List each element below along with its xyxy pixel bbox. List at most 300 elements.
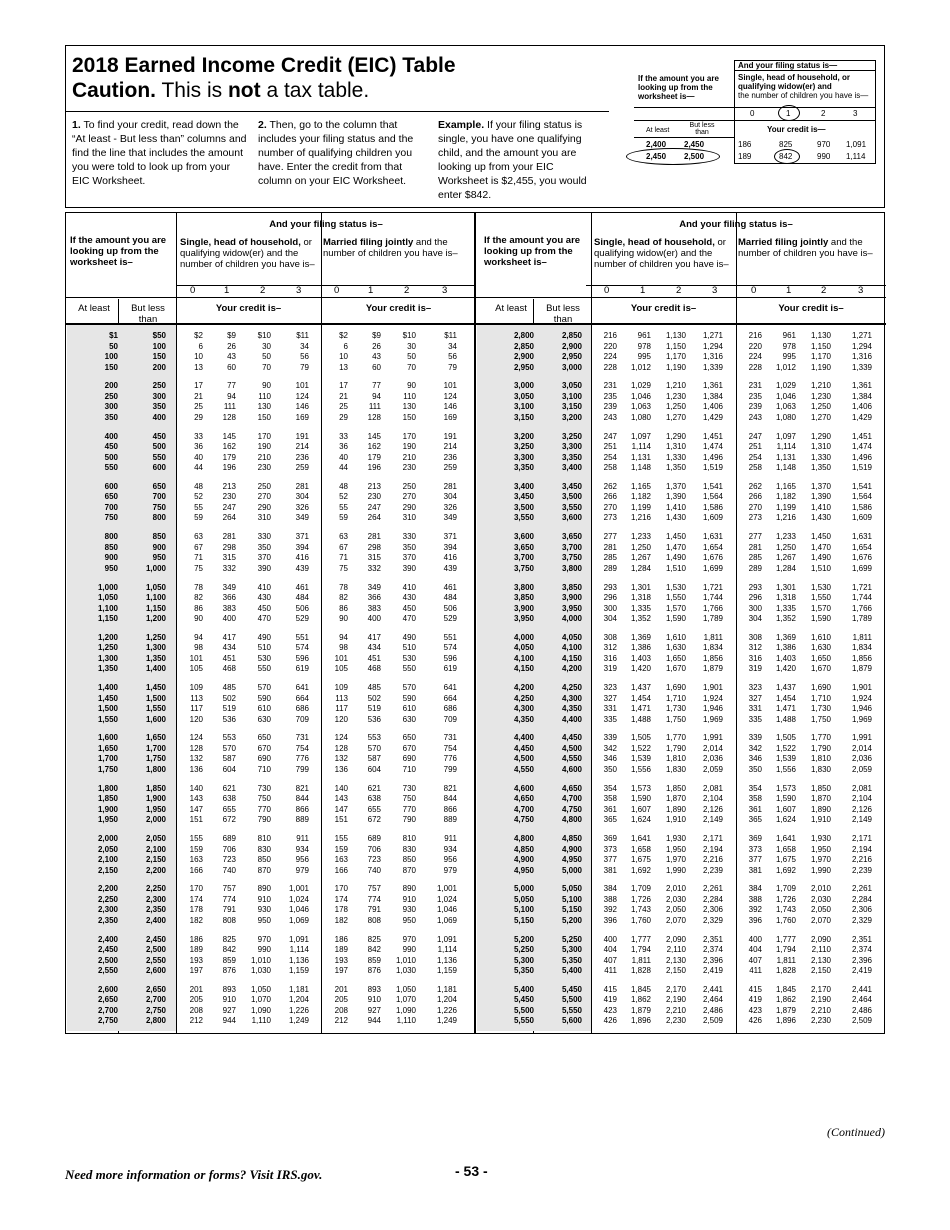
at-least-values: 3,200 3,250 3,300 3,350 — [513, 431, 534, 473]
single-credit-values: 490 510 530 550 — [257, 632, 271, 674]
mfj-credit-values: 1,610 1,630 1,650 1,670 — [810, 632, 831, 674]
mfj-credit-values: 1,290 1,310 1,330 1,350 — [810, 431, 831, 473]
mfj-credit-values: 155 159 163 166 — [334, 834, 348, 875]
single-credit-values: $11 34 56 79 — [296, 331, 309, 372]
children-count-heading: 1 — [640, 285, 646, 296]
at-least-values: 4,400 4,450 4,500 4,550 — [513, 733, 534, 774]
mfj-credit-values: 1,130 1,150 1,170 1,190 — [810, 331, 831, 372]
single-credit-values: 1,901 1,924 1,946 1,969 — [702, 683, 723, 724]
mfj-credit-values: 293 296 300 304 — [748, 582, 762, 623]
mfj-credit-values: 1,721 1,744 1,766 1,789 — [851, 582, 872, 623]
mfj-credit-values: 262 266 270 273 — [748, 481, 762, 523]
children-count-heading: 1 — [368, 285, 374, 296]
mfj-credit-values: 2,441 2,464 2,486 2,509 — [851, 984, 872, 1026]
single-credit-values: 1,001 1,024 1,046 1,069 — [288, 884, 309, 925]
single-credit-values: 730 750 770 790 — [257, 783, 271, 825]
mfj-credit-values: 553 570 587 604 — [367, 733, 381, 774]
mfj-credit-values: 1,811 1,834 1,856 1,879 — [851, 632, 872, 674]
single-credit-values: 1,690 1,710 1,730 1,750 — [665, 683, 686, 724]
mfj-credit-values: 78 82 86 90 — [339, 582, 348, 623]
single-credit-values: 124 128 132 136 — [189, 733, 203, 774]
mfj-credit-values: 730 750 770 790 — [402, 783, 416, 825]
single-credit-values: 323 327 331 335 — [603, 683, 617, 724]
single-credit-values: 1,541 1,564 1,586 1,609 — [702, 481, 723, 523]
mfj-credit-values: 890 910 930 950 — [402, 884, 416, 925]
single-credit-values: $2 6 10 13 — [194, 331, 203, 372]
mfj-credit-values: 140 143 147 151 — [334, 783, 348, 825]
but-less-values: 4,450 4,500 4,550 4,600 — [561, 733, 582, 774]
header-box — [65, 45, 885, 208]
at-least-values: 600 650 700 750 — [104, 481, 118, 523]
but-less-values: 3,250 3,300 3,350 3,400 — [561, 431, 582, 473]
mfj-credit-values: 961 978 995 1,012 — [775, 331, 796, 372]
single-credit-values: 410 430 450 470 — [257, 582, 271, 623]
single-credit-values: 213 230 247 264 — [222, 481, 236, 523]
mfj-credit-values: 170 174 178 182 — [334, 884, 348, 925]
at-least-values: 1,800 1,850 1,900 1,950 — [97, 783, 118, 825]
mfj-credit-values: 2,090 2,110 2,130 2,150 — [810, 934, 831, 976]
children-count-heading: 2 — [260, 285, 266, 296]
single-credit-values: 339 342 346 350 — [603, 733, 617, 774]
single-credit-values: 553 570 587 604 — [222, 733, 236, 774]
single-credit-values: 1,097 1,114 1,131 1,148 — [630, 431, 651, 473]
mfj-credit-values: 281 298 315 332 — [367, 532, 381, 573]
at-least-values: 2,000 2,050 2,100 2,150 — [97, 834, 118, 875]
single-credit-values: 63 67 71 75 — [194, 532, 203, 573]
mfj-credit-values: 231 235 239 243 — [748, 381, 762, 422]
single-credit-values: 1,029 1,046 1,063 1,080 — [630, 381, 651, 422]
mfj-credit-values: 101 124 146 169 — [443, 381, 457, 422]
mfj-credit-values: 308 312 316 319 — [748, 632, 762, 674]
irs-help-link: Need more information or forms? Visit IRS.gov. — [65, 1167, 323, 1182]
single-credit-values: 1,091 1,114 1,136 1,159 — [288, 934, 309, 976]
single-credit-values: 48 52 55 59 — [194, 481, 203, 523]
but-less-values: 250 300 350 400 — [152, 381, 166, 422]
single-credit-values: 281 298 315 332 — [222, 532, 236, 573]
instruction-step-2: 2. Then, go to the column that includes your filing status and the number of qualifying children you have. Enter the credit from that column on your EIC Worksheet. — [258, 119, 414, 187]
mfj-credit-values: 330 350 370 390 — [402, 532, 416, 573]
at-least-values: 1,000 1,050 1,100 1,150 — [97, 582, 118, 623]
mfj-credit-values: 1,573 1,590 1,607 1,624 — [775, 783, 796, 825]
single-credit-values: 1,641 1,658 1,675 1,692 — [630, 834, 651, 875]
single-credit-values: 371 394 416 439 — [295, 532, 309, 573]
single-credit-values: 2,170 2,190 2,210 2,230 — [665, 984, 686, 1026]
mfj-credit-values: 821 844 866 889 — [443, 783, 457, 825]
mfj-credit-values: 621 638 655 672 — [367, 783, 381, 825]
but-less-values: 4,250 4,300 4,350 4,400 — [561, 683, 582, 724]
single-credit-values: 145 162 179 196 — [222, 431, 236, 473]
single-credit-values: 970 990 1,010 1,030 — [250, 934, 271, 976]
single-header: Single, head of household, or qualifying widow(er) and the number of children you have is– — [594, 237, 729, 270]
mfj-credit-values: 2,081 2,104 2,126 2,149 — [851, 783, 872, 825]
single-credit-values: 170 174 178 182 — [189, 884, 203, 925]
mfj-credit-values: 1,631 1,654 1,676 1,699 — [851, 532, 872, 573]
mfj-credit-values: 1,271 1,294 1,316 1,339 — [851, 331, 872, 372]
single-credit-values: 1,845 1,862 1,879 1,896 — [630, 984, 651, 1026]
single-credit-values: 731 754 776 799 — [295, 733, 309, 774]
mfj-credit-values: 970 990 1,010 1,030 — [395, 934, 416, 976]
children-count-heading: 3 — [858, 285, 864, 296]
single-credit-values: 1,721 1,744 1,766 1,789 — [702, 582, 723, 623]
single-credit-values: 821 844 866 889 — [295, 783, 309, 825]
but-less-values: 850 900 950 1,000 — [145, 532, 166, 573]
at-least-values: $1 50 100 150 — [104, 331, 118, 372]
children-count-heading: 2 — [404, 285, 410, 296]
single-credit-values: 1,210 1,230 1,250 1,270 — [665, 381, 686, 422]
single-credit-values: 1,451 1,474 1,496 1,519 — [702, 431, 723, 473]
mfj-credit-values: 124 128 132 136 — [334, 733, 348, 774]
single-credit-values: 461 484 506 529 — [295, 582, 309, 623]
mfj-credit-values: 1,770 1,790 1,810 1,830 — [810, 733, 831, 774]
single-credit-values: 415 419 423 426 — [603, 984, 617, 1026]
single-credit-values: 17 21 25 29 — [194, 381, 203, 422]
single-credit-values: 1,991 2,014 2,036 2,059 — [702, 733, 723, 774]
mfj-credit-values: 1,091 1,114 1,136 1,159 — [436, 934, 457, 976]
eic-table-left: If the amount you are looking up from the worksheet is– And your filing status is– Single, head of household, or qualifying widow(er) and the number of children you have is– Married filing jointly and the number of children you have is– At least But less than Your credit is– Your credit is– 0 1 2 3 0 1 2 3 $1 50 100 150 $50 100 150 200 $2 6 10 13 $9 26 43 60 $10 30 50 70 $11 34 56 79 $2 6 10 13 $9 26 43 60 $10 30 50 70 $11 34 56 79 200 250 300 350 250 300 350 400 17 21 25 29 77 94 111 128 90 110 130 150 101 124 146 169 17 21 25 29 77 94 111 128 90 110 130 150 101 124 146 169 400 450 500 550 450 500 550 600 33 36 40 44 145 162 179 196 170 190 210 230 191 214 236 259 33 36 40 44 145 162 179 196 170 190 210 230 191 214 236 259 600 650 700 750 650 700 750 800 48 52 55 59 213 230 247 264 250 270 290 310 281 304 326 349 48 52 55 59 213 230 247 264 250 270 290 310 281 304 326 349 800 850 900 950 850 900 950 1,000 63 67 71 75 281 298 315 332 330 350 370 390 371 394 416 439 63 67 71 75 281 298 315 332 330 350 370 390 371 394 416 439 1,000 1,050 1,100 1,150 1,050 1,100 1,150 1,200 78 82 86 90 349 366 383 400 410 430 450 470 461 484 506 529 78 82 86 90 349 366 383 400 410 430 450 470 461 484 506 529 1,200 1,250 1,300 1,350 1,250 1,300 1,350 1,400 94 98 101 105 417 434 451 468 490 510 530 550 551 574 596 619 94 98 101 105 417 434 451 468 490 510 530 550 551 574 596 619 1,400 1,450 1,500 1,550 1,450 1,500 1,550 1,600 109 113 117 120 485 502 519 536 570 590 610 630 641 664 686 709 109 113 117 120 485 502 519 536 570 590 610 630 641 664 686 709 1,600 1,650 1,700 1,750 1,650 1,700 1,750 1,800 124 128 132 136 553 570 587 604 650 670 690 710 731 754 776 799 124 128 132 136 553 570 587 604 650 670 690 710 731 754 776 799 1,800 1,850 1,900 1,950 1,850 1,900 1,950 2,000 140 143 147 151 621 638 655 672 730 750 770 790 821 844 866 889 140 143 147 151 621 638 655 672 730 750 770 790 821 844 866 889 2,000 2,050 2,100 2,150 2,050 2,100 2,150 2,200 155 159 163 166 689 706 723 740 810 830 850 870 911 934 956 979 155 159 163 166 689 706 723 740 810 830 850 870 911 934 956 979 2,200 2,250 2,300 2,350 2,250 2,300 2,350 2,400 170 174 178 182 757 774 791 808 890 910 930 950 1,001 1,024 1,046 1,069 170 174 178 182 757 774 791 808 890 910 930 950 1,001 1,024 1,046 1,069 2,400 2,450 2,500 2,550 2,450 2,500 2,550 2,600 186 189 193 197 825 842 859 876 970 990 1,010 1,030 1,091 1,114 1,136 1,159 186 189 193 197 825 842 859 876 970 990 1,010 1,030 1,091 1,114 1,136 1,159 2,600 2,650 2,700 2,750 2,650 2,700 2,750 2,800 201 205 208 212 893 910 927 944 1,050 1,070 1,090 1,110 1,181 1,204 1,226 1,249 201 205 208 212 893 910 927 944 1,050 1,070 1,090 1,110 1,181 1,204 1,226 1,249 — [65, 212, 475, 1034]
mfj-credit-values: 689 706 723 740 — [367, 834, 381, 875]
mfj-credit-values: 250 270 290 310 — [402, 481, 416, 523]
but-less-values: 2,450 2,500 2,550 2,600 — [145, 934, 166, 976]
at-least-values: 400 450 500 550 — [104, 431, 118, 473]
mfj-credit-values: 417 434 451 468 — [367, 632, 381, 674]
children-count-heading: 3 — [442, 285, 448, 296]
mfj-credit-values: 551 574 596 619 — [443, 632, 457, 674]
single-credit-values: 369 373 377 381 — [603, 834, 617, 875]
at-least-values: 3,800 3,850 3,900 3,950 — [513, 582, 534, 623]
single-credit-values: 757 774 791 808 — [222, 884, 236, 925]
mfj-credit-values: 349 366 383 400 — [367, 582, 381, 623]
mfj-credit-values: 1,210 1,230 1,250 1,270 — [810, 381, 831, 422]
single-credit-values: 2,441 2,464 2,486 2,509 — [702, 984, 723, 1026]
single-credit-values: 1,777 1,794 1,811 1,828 — [630, 934, 651, 976]
mfj-credit-values: 277 281 285 289 — [748, 532, 762, 573]
single-credit-values: 140 143 147 151 — [189, 783, 203, 825]
at-least-values: 3,400 3,450 3,500 3,550 — [513, 481, 534, 523]
mfj-credit-values: 1,181 1,204 1,226 1,249 — [436, 984, 457, 1026]
mfj-credit-values: 415 419 423 426 — [748, 984, 762, 1026]
single-credit-values: 277 281 285 289 — [603, 532, 617, 573]
but-less-values: 3,650 3,700 3,750 3,800 — [561, 532, 582, 573]
children-count-heading: 3 — [296, 285, 302, 296]
single-credit-values: 1,437 1,454 1,471 1,488 — [630, 683, 651, 724]
single-credit-values: 1,301 1,318 1,335 1,352 — [630, 582, 651, 623]
mfj-credit-values: 63 67 71 75 — [339, 532, 348, 573]
mfj-credit-values: 1,361 1,384 1,406 1,429 — [851, 381, 872, 422]
mfj-credit-values: 201 205 208 212 — [334, 984, 348, 1026]
mfj-credit-values: 1,437 1,454 1,471 1,488 — [775, 683, 796, 724]
mfj-credit-values: 1,901 1,924 1,946 1,969 — [851, 683, 872, 724]
mfj-credit-values: 323 327 331 335 — [748, 683, 762, 724]
mfj-credit-values: 1,451 1,474 1,496 1,519 — [851, 431, 872, 473]
but-less-values: 650 700 750 800 — [152, 481, 166, 523]
mfj-credit-values: 145 162 179 196 — [367, 431, 381, 473]
mfj-credit-values: 371 394 416 439 — [443, 532, 457, 573]
at-least-values: 2,600 2,650 2,700 2,750 — [97, 984, 118, 1026]
header-rule — [66, 111, 609, 112]
mfj-credit-values: 2,351 2,374 2,396 2,419 — [851, 934, 872, 976]
mfj-credit-values: 1,050 1,070 1,090 1,110 — [395, 984, 416, 1026]
single-credit-values: 621 638 655 672 — [222, 783, 236, 825]
mfj-credit-values: 1,505 1,522 1,539 1,556 — [775, 733, 796, 774]
single-credit-values: 170 190 210 230 — [257, 431, 271, 473]
mfj-credit-values: 490 510 530 550 — [402, 632, 416, 674]
mfj-credit-values: 2,010 2,030 2,050 2,070 — [810, 884, 831, 925]
mfj-credit-values: 33 36 40 44 — [339, 431, 348, 473]
but-less-values: 4,850 4,900 4,950 5,000 — [561, 834, 582, 875]
but-less-values: 1,650 1,700 1,750 1,800 — [145, 733, 166, 774]
page-number: - 53 - — [455, 1163, 488, 1179]
mfj-credit-values: 281 304 326 349 — [443, 481, 457, 523]
at-least-values: 3,000 3,050 3,100 3,150 — [513, 381, 534, 422]
but-less-values: 2,650 2,700 2,750 2,800 — [145, 984, 166, 1026]
children-count-heading: 1 — [224, 285, 230, 296]
single-credit-values: 186 189 193 197 — [189, 934, 203, 976]
children-count-heading: 0 — [751, 285, 757, 296]
single-credit-values: 293 296 300 304 — [603, 582, 617, 623]
single-credit-values: 77 94 111 128 — [222, 381, 236, 422]
single-credit-values: 247 251 254 258 — [603, 431, 617, 473]
mfj-credit-values: 1,690 1,710 1,730 1,750 — [810, 683, 831, 724]
single-credit-values: 201 205 208 212 — [189, 984, 203, 1026]
but-less-values: $50 100 150 200 — [152, 331, 166, 372]
single-credit-values: 101 124 146 169 — [295, 381, 309, 422]
but-less-values: 1,450 1,500 1,550 1,600 — [145, 683, 166, 724]
single-credit-values: 262 266 270 273 — [603, 481, 617, 523]
mfj-credit-values: 400 404 407 411 — [748, 934, 762, 976]
single-credit-values: 1,530 1,550 1,570 1,590 — [665, 582, 686, 623]
single-credit-values: 2,010 2,030 2,050 2,070 — [665, 884, 686, 925]
instruction-step-1: 1. To find your credit, read down the “At least - But less than” columns and find the line that includes the amount you were told to look up from your EIC Worksheet. — [72, 119, 247, 187]
single-credit-values: 349 366 383 400 — [222, 582, 236, 623]
single-credit-values: 384 388 392 396 — [603, 884, 617, 925]
mfj-credit-values: 461 484 506 529 — [443, 582, 457, 623]
but-less-values: 5,450 5,500 5,550 5,600 — [561, 984, 582, 1026]
at-least-values: 4,200 4,250 4,300 4,350 — [513, 683, 534, 724]
children-count-heading: 0 — [604, 285, 610, 296]
single-credit-values: 216 220 224 228 — [603, 331, 617, 372]
single-credit-values: 2,090 2,110 2,130 2,150 — [665, 934, 686, 976]
at-least-values: 2,800 2,850 2,900 2,950 — [513, 331, 534, 372]
example-text: Example. If your filing status is single, you have one qualifying child, and the amount you are looking up from your EIC Worksheet is $2,455, you would enter $842. — [438, 119, 587, 201]
row-divider — [586, 285, 886, 286]
single-credit-values: 330 350 370 390 — [257, 532, 271, 573]
mfj-credit-values: 485 502 519 536 — [367, 683, 381, 724]
single-header: Single, head of household, or qualifying widow(er) and the number of children you have is– — [180, 237, 315, 270]
mfj-header: Married filing jointly and the number of children you have is– — [738, 237, 873, 259]
mfj-credit-values: 1,301 1,318 1,335 1,352 — [775, 582, 796, 623]
mfj-credit-values: 1,541 1,564 1,586 1,609 — [851, 481, 872, 523]
at-least-values: 4,800 4,850 4,900 4,950 — [513, 834, 534, 875]
single-credit-values: 1,369 1,386 1,403 1,420 — [630, 632, 651, 674]
mfj-credit-values: 731 754 776 799 — [443, 733, 457, 774]
single-credit-values: 2,081 2,104 2,126 2,149 — [702, 783, 723, 825]
row-divider — [476, 297, 886, 298]
mfj-credit-values: 369 373 377 381 — [748, 834, 762, 875]
single-credit-values: 1,505 1,522 1,539 1,556 — [630, 733, 651, 774]
single-credit-values: 33 36 40 44 — [194, 431, 203, 473]
mfj-credit-values: 1,641 1,658 1,675 1,692 — [775, 834, 796, 875]
at-least-values: 5,400 5,450 5,500 5,550 — [513, 984, 534, 1026]
but-less-values: 1,250 1,300 1,350 1,400 — [145, 632, 166, 674]
single-credit-values: 78 82 86 90 — [194, 582, 203, 623]
mfj-credit-values: 191 214 236 259 — [443, 431, 457, 473]
but-less-values: 3,850 3,900 3,950 4,000 — [561, 582, 582, 623]
at-least-values: 2,200 2,250 2,300 2,350 — [97, 884, 118, 925]
mfj-credit-values: 757 774 791 808 — [367, 884, 381, 925]
but-less-values: 5,250 5,300 5,350 5,400 — [561, 934, 582, 976]
single-credit-values: 825 842 859 876 — [222, 934, 236, 976]
children-count-heading: 2 — [821, 285, 827, 296]
mfj-credit-values: 1,001 1,024 1,046 1,069 — [436, 884, 457, 925]
mfj-credit-values: 109 113 117 120 — [334, 683, 348, 724]
but-less-values: 4,050 4,100 4,150 4,200 — [561, 632, 582, 674]
single-credit-values: 2,261 2,284 2,306 2,329 — [702, 884, 723, 925]
single-credit-values: 354 358 361 365 — [603, 783, 617, 825]
single-credit-values: 961 978 995 1,012 — [630, 331, 651, 372]
mfj-credit-values: 641 664 686 709 — [443, 683, 457, 724]
single-credit-values: $10 30 50 70 — [257, 331, 271, 372]
single-credit-values: 231 235 239 243 — [603, 381, 617, 422]
mfj-credit-values: 893 910 927 944 — [367, 984, 381, 1026]
example-table: If the amount you are looking up from the worksheet is— And your filing status is— Single, head of household, or qualifying widow(er) and the number of children you have is— 0 1 2 3 At least But less than Your credit is— 2,400 2,450 2,450 2,500 186 825 970 1,091 189 842 990 1,114 — [634, 60, 877, 164]
mfj-credit-values: 410 430 450 470 — [402, 582, 416, 623]
single-credit-values: 911 934 956 979 — [295, 834, 309, 875]
mfj-credit-values: 216 220 224 228 — [748, 331, 762, 372]
single-credit-values: 308 312 316 319 — [603, 632, 617, 674]
but-less-values: 3,050 3,100 3,150 3,200 — [561, 381, 582, 422]
children-count-heading: 1 — [786, 285, 792, 296]
mfj-credit-values: $11 34 56 79 — [444, 331, 457, 372]
single-credit-values: 250 270 290 310 — [257, 481, 271, 523]
example-single-label: Single, head of household, or qualifying widow(er) and — [738, 73, 851, 91]
mfj-credit-values: 170 190 210 230 — [402, 431, 416, 473]
but-less-values: 2,050 2,100 2,150 2,200 — [145, 834, 166, 875]
single-credit-values: 1,709 1,726 1,743 1,760 — [630, 884, 651, 925]
mfj-credit-values: 1,709 1,726 1,743 1,760 — [775, 884, 796, 925]
single-credit-values: 1,233 1,250 1,267 1,284 — [630, 532, 651, 573]
single-credit-values: 400 404 407 411 — [603, 934, 617, 976]
single-credit-values: 2,351 2,374 2,396 2,419 — [702, 934, 723, 976]
single-credit-values: 281 304 326 349 — [295, 481, 309, 523]
mfj-credit-values: 1,991 2,014 2,036 2,059 — [851, 733, 872, 774]
single-credit-values: 1,770 1,790 1,810 1,830 — [665, 733, 686, 774]
mfj-credit-values: 2,261 2,284 2,306 2,329 — [851, 884, 872, 925]
mfj-credit-values: 354 358 361 365 — [748, 783, 762, 825]
but-less-values: 3,450 3,500 3,550 3,600 — [561, 481, 582, 523]
mfj-credit-values: 90 110 130 150 — [402, 381, 416, 422]
mfj-credit-values: $10 30 50 70 — [402, 331, 416, 372]
mfj-credit-values: 1,930 1,950 1,970 1,990 — [810, 834, 831, 875]
single-credit-values: 1,370 1,390 1,410 1,430 — [665, 481, 686, 523]
mfj-credit-values: 825 842 859 876 — [367, 934, 381, 976]
mfj-credit-values: 1,777 1,794 1,811 1,828 — [775, 934, 796, 976]
mfj-credit-values: 339 342 346 350 — [748, 733, 762, 774]
single-credit-values: $9 26 43 60 — [227, 331, 236, 372]
single-credit-values: 1,610 1,630 1,650 1,670 — [665, 632, 686, 674]
mfj-credit-values: 570 590 610 630 — [402, 683, 416, 724]
mfj-credit-values: 1,097 1,114 1,131 1,148 — [775, 431, 796, 473]
at-least-values: 5,200 5,250 5,300 5,350 — [513, 934, 534, 976]
single-credit-values: 90 110 130 150 — [257, 381, 271, 422]
single-credit-values: 1,361 1,384 1,406 1,429 — [702, 381, 723, 422]
mfj-credit-values: 1,450 1,470 1,490 1,510 — [810, 532, 831, 573]
mfj-credit-values: 810 830 850 870 — [402, 834, 416, 875]
single-credit-values: 689 706 723 740 — [222, 834, 236, 875]
single-credit-values: 1,450 1,470 1,490 1,510 — [665, 532, 686, 573]
single-credit-values: 485 502 519 536 — [222, 683, 236, 724]
mfj-credit-values: 1,369 1,386 1,403 1,420 — [775, 632, 796, 674]
single-credit-values: 1,573 1,590 1,607 1,624 — [630, 783, 651, 825]
single-credit-values: 155 159 163 166 — [189, 834, 203, 875]
at-least-values: 3,600 3,650 3,700 3,750 — [513, 532, 534, 573]
mfj-header: Married filing jointly and the number of children you have is– — [323, 237, 458, 259]
caution-line: Caution. This is not a tax table. — [72, 79, 370, 102]
mfj-credit-values: 213 230 247 264 — [367, 481, 381, 523]
single-credit-values: 1,811 1,834 1,856 1,879 — [702, 632, 723, 674]
at-least-values: 5,000 5,050 5,100 5,150 — [513, 884, 534, 925]
single-credit-values: 570 590 610 630 — [257, 683, 271, 724]
mfj-credit-values: 650 670 690 710 — [402, 733, 416, 774]
but-less-values: 450 500 550 600 — [152, 431, 166, 473]
single-credit-values: 1,271 1,294 1,316 1,339 — [702, 331, 723, 372]
mfj-credit-values: $9 26 43 60 — [372, 331, 381, 372]
single-credit-values: 650 670 690 710 — [257, 733, 271, 774]
mfj-credit-values: 1,233 1,250 1,267 1,284 — [775, 532, 796, 573]
single-credit-values: 1,050 1,070 1,090 1,110 — [250, 984, 271, 1026]
at-least-values: 1,600 1,650 1,700 1,750 — [97, 733, 118, 774]
single-credit-values: 890 910 930 950 — [257, 884, 271, 925]
at-least-values: 4,600 4,650 4,700 4,750 — [513, 783, 534, 825]
mfj-credit-values: 186 189 193 197 — [334, 934, 348, 976]
continued-note: (Continued) — [827, 1125, 885, 1139]
but-less-values: 4,650 4,700 4,750 4,800 — [561, 783, 582, 825]
at-least-values: 2,400 2,450 2,500 2,550 — [97, 934, 118, 976]
row-divider — [176, 285, 476, 286]
mfj-credit-values: 1,165 1,182 1,199 1,216 — [775, 481, 796, 523]
children-count-heading: 0 — [190, 285, 196, 296]
mfj-credit-values: $2 6 10 13 — [339, 331, 348, 372]
eic-table-right: If the amount you are looking up from the worksheet is– And your filing status is– Single, head of household, or qualifying widow(er) and the number of children you have is– Married filing jointly and the number of children you have is– At least But less than Your credit is– Your credit is– 0 1 2 3 0 1 2 3 2,800 2,850 2,900 2,950 2,850 2,900 2,950 3,000 216 220 224 228 961 978 995 1,012 1,130 1,150 1,170 1,190 1,271 1,294 1,316 1,339 216 220 224 228 961 978 995 1,012 1,130 1,150 1,170 1,190 1,271 1,294 1,316 1,339 3,000 3,050 3,100 3,150 3,050 3,100 3,150 3,200 231 235 239 243 1,029 1,046 1,063 1,080 1,210 1,230 1,250 1,270 1,361 1,384 1,406 1,429 231 235 239 243 1,029 1,046 1,063 1,080 1,210 1,230 1,250 1,270 1,361 1,384 1,406 1,429 3,200 3,250 3,300 3,350 3,250 3,300 3,350 3,400 247 251 254 258 1,097 1,114 1,131 1,148 1,290 1,310 1,330 1,350 1,451 1,474 1,496 1,519 247 251 254 258 1,097 1,114 1,131 1,148 1,290 1,310 1,330 1,350 1,451 1,474 1,496 1,519 3,400 3,450 3,500 3,550 3,450 3,500 3,550 3,600 262 266 270 273 1,165 1,182 1,199 1,216 1,370 1,390 1,410 1,430 1,541 1,564 1,586 1,609 262 266 270 273 1,165 1,182 1,199 1,216 1,370 1,390 1,410 1,430 1,541 1,564 1,586 1,609 3,600 3,650 3,700 3,750 3,650 3,700 3,750 3,800 277 281 285 289 1,233 1,250 1,267 1,284 1,450 1,470 1,490 1,510 1,631 1,654 1,676 1,699 277 281 285 289 1,233 1,250 1,267 1,284 1,450 1,470 1,490 1,510 1,631 1,654 1,676 1,699 3,800 3,850 3,900 3,950 3,850 3,900 3,950 4,000 293 296 300 304 1,301 1,318 1,335 1,352 1,530 1,550 1,570 1,590 1,721 1,744 1,766 1,789 293 296 300 304 1,301 1,318 1,335 1,352 1,530 1,550 1,570 1,590 1,721 1,744 1,766 1,789 4,000 4,050 4,100 4,150 4,050 4,100 4,150 4,200 308 312 316 319 1,369 1,386 1,403 1,420 1,610 1,630 1,650 1,670 1,811 1,834 1,856 1,879 308 312 316 319 1,369 1,386 1,403 1,420 1,610 1,630 1,650 1,670 1,811 1,834 1,856 1,879 4,200 4,250 4,300 4,350 4,250 4,300 4,350 4,400 323 327 331 335 1,437 1,454 1,471 1,488 1,690 1,710 1,730 1,750 1,901 1,924 1,946 1,969 323 327 331 335 1,437 1,454 1,471 1,488 1,690 1,710 1,730 1,750 1,901 1,924 1,946 1,969 4,400 4,450 4,500 4,550 4,450 4,500 4,550 4,600 339 342 346 350 1,505 1,522 1,539 1,556 1,770 1,790 1,810 1,830 1,991 2,014 2,036 2,059 339 342 346 350 1,505 1,522 1,539 1,556 1,770 1,790 1,810 1,830 1,991 2,014 2,036 2,059 4,600 4,650 4,700 4,750 4,650 4,700 4,750 4,800 354 358 361 365 1,573 1,590 1,607 1,624 1,850 1,870 1,890 1,910 2,081 2,104 2,126 2,149 354 358 361 365 1,573 1,590 1,607 1,624 1,850 1,870 1,890 1,910 2,081 2,104 2,126 2,149 4,800 4,850 4,900 4,950 4,850 4,900 4,950 5,000 369 373 377 381 1,641 1,658 1,675 1,692 1,930 1,950 1,970 1,990 2,171 2,194 2,216 2,239 369 373 377 381 1,641 1,658 1,675 1,692 1,930 1,950 1,970 1,990 2,171 2,194 2,216 2,239 5,000 5,050 5,100 5,150 5,050 5,100 5,150 5,200 384 388 392 396 1,709 1,726 1,743 1,760 2,010 2,030 2,050 2,070 2,261 2,284 2,306 2,329 384 388 392 396 1,709 1,726 1,743 1,760 2,010 2,030 2,050 2,070 2,261 2,284 2,306 2,329 5,200 5,250 5,300 5,350 5,250 5,300 5,350 5,400 400 404 407 411 1,777 1,794 1,811 1,828 2,090 2,110 2,130 2,150 2,351 2,374 2,396 2,419 400 404 407 411 1,777 1,794 1,811 1,828 2,090 2,110 2,130 2,150 2,351 2,374 2,396 2,419 5,400 5,450 5,500 5,550 5,450 5,500 5,550 5,600 415 419 423 426 1,845 1,862 1,879 1,896 2,170 2,190 2,210 2,230 2,441 2,464 2,486 2,509 415 419 423 426 1,845 1,862 1,879 1,896 2,170 2,190 2,210 2,230 2,441 2,464 2,486 2,509 — [475, 212, 885, 1034]
single-credit-values: 893 910 927 944 — [222, 984, 236, 1026]
mfj-credit-values: 384 388 392 396 — [748, 884, 762, 925]
mfj-credit-values: 2,170 2,190 2,210 2,230 — [810, 984, 831, 1026]
mfj-credit-values: 247 251 254 258 — [748, 431, 762, 473]
single-credit-values: 191 214 236 259 — [295, 431, 309, 473]
children-count-heading: 2 — [676, 285, 682, 296]
single-credit-values: 1,850 1,870 1,890 1,910 — [665, 783, 686, 825]
but-less-values: 1,050 1,100 1,150 1,200 — [145, 582, 166, 623]
mfj-credit-values: 48 52 55 59 — [339, 481, 348, 523]
mfj-credit-values: 1,850 1,870 1,890 1,910 — [810, 783, 831, 825]
mfj-credit-values: 2,171 2,194 2,216 2,239 — [851, 834, 872, 875]
children-count-heading: 0 — [334, 285, 340, 296]
single-credit-values: 2,171 2,194 2,216 2,239 — [702, 834, 723, 875]
at-least-values: 1,400 1,450 1,500 1,550 — [97, 683, 118, 724]
but-less-values: 2,850 2,900 2,950 3,000 — [561, 331, 582, 372]
mfj-credit-values: 1,370 1,390 1,410 1,430 — [810, 481, 831, 523]
mfj-credit-values: 1,845 1,862 1,879 1,896 — [775, 984, 796, 1026]
mfj-credit-values: 94 98 101 105 — [334, 632, 348, 674]
single-credit-values: 1,165 1,182 1,199 1,216 — [630, 481, 651, 523]
single-credit-values: 1,930 1,950 1,970 1,990 — [665, 834, 686, 875]
mfj-credit-values: 17 21 25 29 — [339, 381, 348, 422]
single-credit-values: 94 98 101 105 — [189, 632, 203, 674]
at-least-values: 4,000 4,050 4,100 4,150 — [513, 632, 534, 674]
single-credit-values: 1,181 1,204 1,226 1,249 — [288, 984, 309, 1026]
single-credit-values: 1,130 1,150 1,170 1,190 — [665, 331, 686, 372]
mfj-credit-values: 1,029 1,046 1,063 1,080 — [775, 381, 796, 422]
mfj-credit-values: 1,530 1,550 1,570 1,590 — [810, 582, 831, 623]
